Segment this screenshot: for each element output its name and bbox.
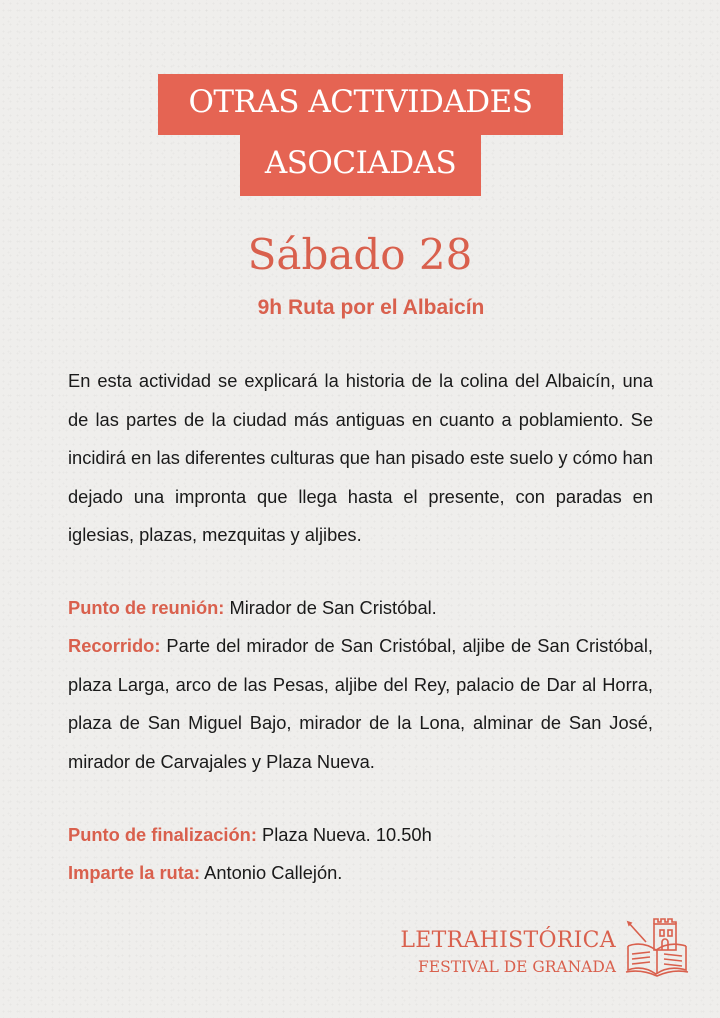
guide (68, 854, 653, 893)
title-banner-bottom (240, 133, 481, 196)
book-castle-icon (624, 916, 690, 983)
event-description: En esta actividad se explicará la historia de la colina del Albaicín, una de las partes de la ciudad más antiguas en cuanto a poblamiento. Se incidirá en las diferentes culturas que han pisado este suelo y cómo han dejado una impronta que llega hasta el presente, con paradas en iglesias, plazas, mezquitas y aljibes. (68, 370, 653, 545)
title-line-2: ASOCIADAS (264, 145, 457, 181)
title-line-1: OTRAS ACTIVIDADES (188, 84, 533, 120)
guide-value: Antonio Callejón. (204, 862, 343, 883)
meeting-point (68, 589, 653, 628)
logo-name: LETRAHISTÓRICA (400, 928, 616, 953)
end-label: Punto de finalización: (68, 824, 257, 845)
route (68, 627, 653, 781)
event-date: Sábado 28 (247, 230, 473, 279)
route-value: Parte del mirador de San Cristóbal, aljibe de San Cristóbal, plaza Larga, arco de las Pesas, aljibe del Rey, palacio de Dar al Horra, plaza de San Miguel Bajo, mirador de la Lona, alminar de San José, mirador de Carvajales y Plaza Nueva. (68, 635, 653, 772)
end-value: Plaza Nueva. 10.50h (262, 824, 432, 845)
guide-label: Imparte la ruta: (68, 862, 201, 883)
meeting-value: Mirador de San Cristóbal. (229, 597, 437, 618)
event-subtitle: 9h Ruta por el Albaicín (257, 296, 485, 319)
meeting-label: Punto de reunión: (68, 597, 225, 618)
logo-tagline: FESTIVAL DE GRANADA (418, 958, 616, 976)
title-banner-top (158, 74, 563, 135)
end-point (68, 816, 653, 855)
route-label: Recorrido: (68, 635, 161, 656)
